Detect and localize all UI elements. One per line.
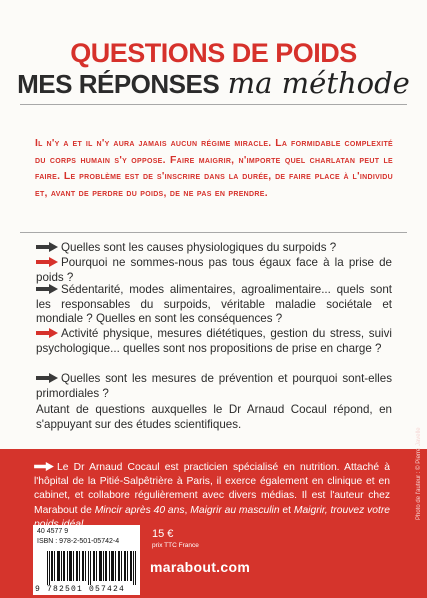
barcode-code: 40 4577 9 — [37, 528, 69, 535]
question-item — [36, 372, 392, 401]
book-title: Mincir après 40 ans — [94, 504, 185, 516]
price: 15 € — [152, 528, 174, 540]
question-item — [36, 283, 392, 327]
publisher-url[interactable]: marabout.com — [150, 559, 251, 575]
top-divider — [20, 104, 407, 105]
arrow-right-icon — [36, 284, 58, 294]
author-bio — [34, 461, 390, 532]
title-line-2-script: ma méthode — [227, 66, 410, 100]
question-item — [36, 327, 392, 356]
closing-paragraph: Autant de questions auxquelles le Dr Arnaud Cocaul répond, en s'appuyant sur des études scientifiques. — [36, 403, 392, 431]
intro-paragraph: Il n'y a et il n'y aura jamais aucun régime miracle. La formidable complexité du corps humain s'y oppose. Faire maigrir, n'importe quel charlatan peut le faire. Le problème est de s'inscrire dans la durée, de faire place à l'individu et, avant de perdre du poids, de ne pas en prendre. — [35, 138, 393, 199]
title-line-2-plain: MES RÉPONSES — [17, 69, 220, 99]
bio-text: Le Dr Arnaud Cocaul est practicien spécialisé en nutrition. Attaché à l'hôpital de la Pitié-Salpêtrière à Paris, il exerce également en clinique et en cabinet, et collabore régulièrement avec divers médias. Il est l'auteur chez Marabout de — [34, 462, 390, 516]
photo-credit: Photo de l'auteur : © Pierre Javelle — [416, 427, 422, 520]
barcode-digits: 9 782501 057424 — [35, 585, 126, 594]
arrow-right-icon — [36, 242, 58, 252]
arrow-right-icon — [36, 373, 58, 383]
question-text: Quelles sont les causes physiologiques du surpoids ? — [61, 241, 337, 254]
barcode-icon — [47, 551, 137, 585]
price-note: prix TTC France — [152, 542, 199, 549]
title-line-1: QUESTIONS DE POIDS — [70, 38, 357, 68]
question-item — [36, 256, 392, 285]
arrow-right-icon — [36, 328, 58, 338]
book-title: Maigrir au masculin — [190, 504, 280, 516]
bio-separator: et — [279, 504, 294, 516]
arrow-right-icon — [34, 462, 54, 471]
question-item — [36, 241, 392, 256]
question-text: Activité physique, mesures diététiques, gestion du stress, suivi psychologique... quelles sont nos propositions de prise en charge ? — [36, 327, 392, 355]
middle-divider — [20, 232, 407, 233]
arrow-right-icon — [36, 257, 58, 267]
title-line-2 — [6, 66, 421, 100]
book-title: Maigrir, trouvez votre — [293, 504, 391, 516]
question-text: Pourquoi ne sommes-nous pas tous égaux face à la prise de poids ? — [36, 256, 392, 284]
barcode-box — [33, 525, 140, 595]
question-text: Quelles sont les mesures de prévention et pourquoi sont-elles primordiales ? — [36, 372, 392, 400]
bio-separator: , — [184, 504, 191, 516]
question-text: Sédentarité, modes alimentaires, agroalimentaire... quels sont les responsables du surpoids, véritable maladie sociétale et mondiale ? Quelles en sont les conséquences ? — [36, 283, 392, 326]
isbn-label: ISBN : 978-2-501-05742-4 — [37, 538, 120, 545]
